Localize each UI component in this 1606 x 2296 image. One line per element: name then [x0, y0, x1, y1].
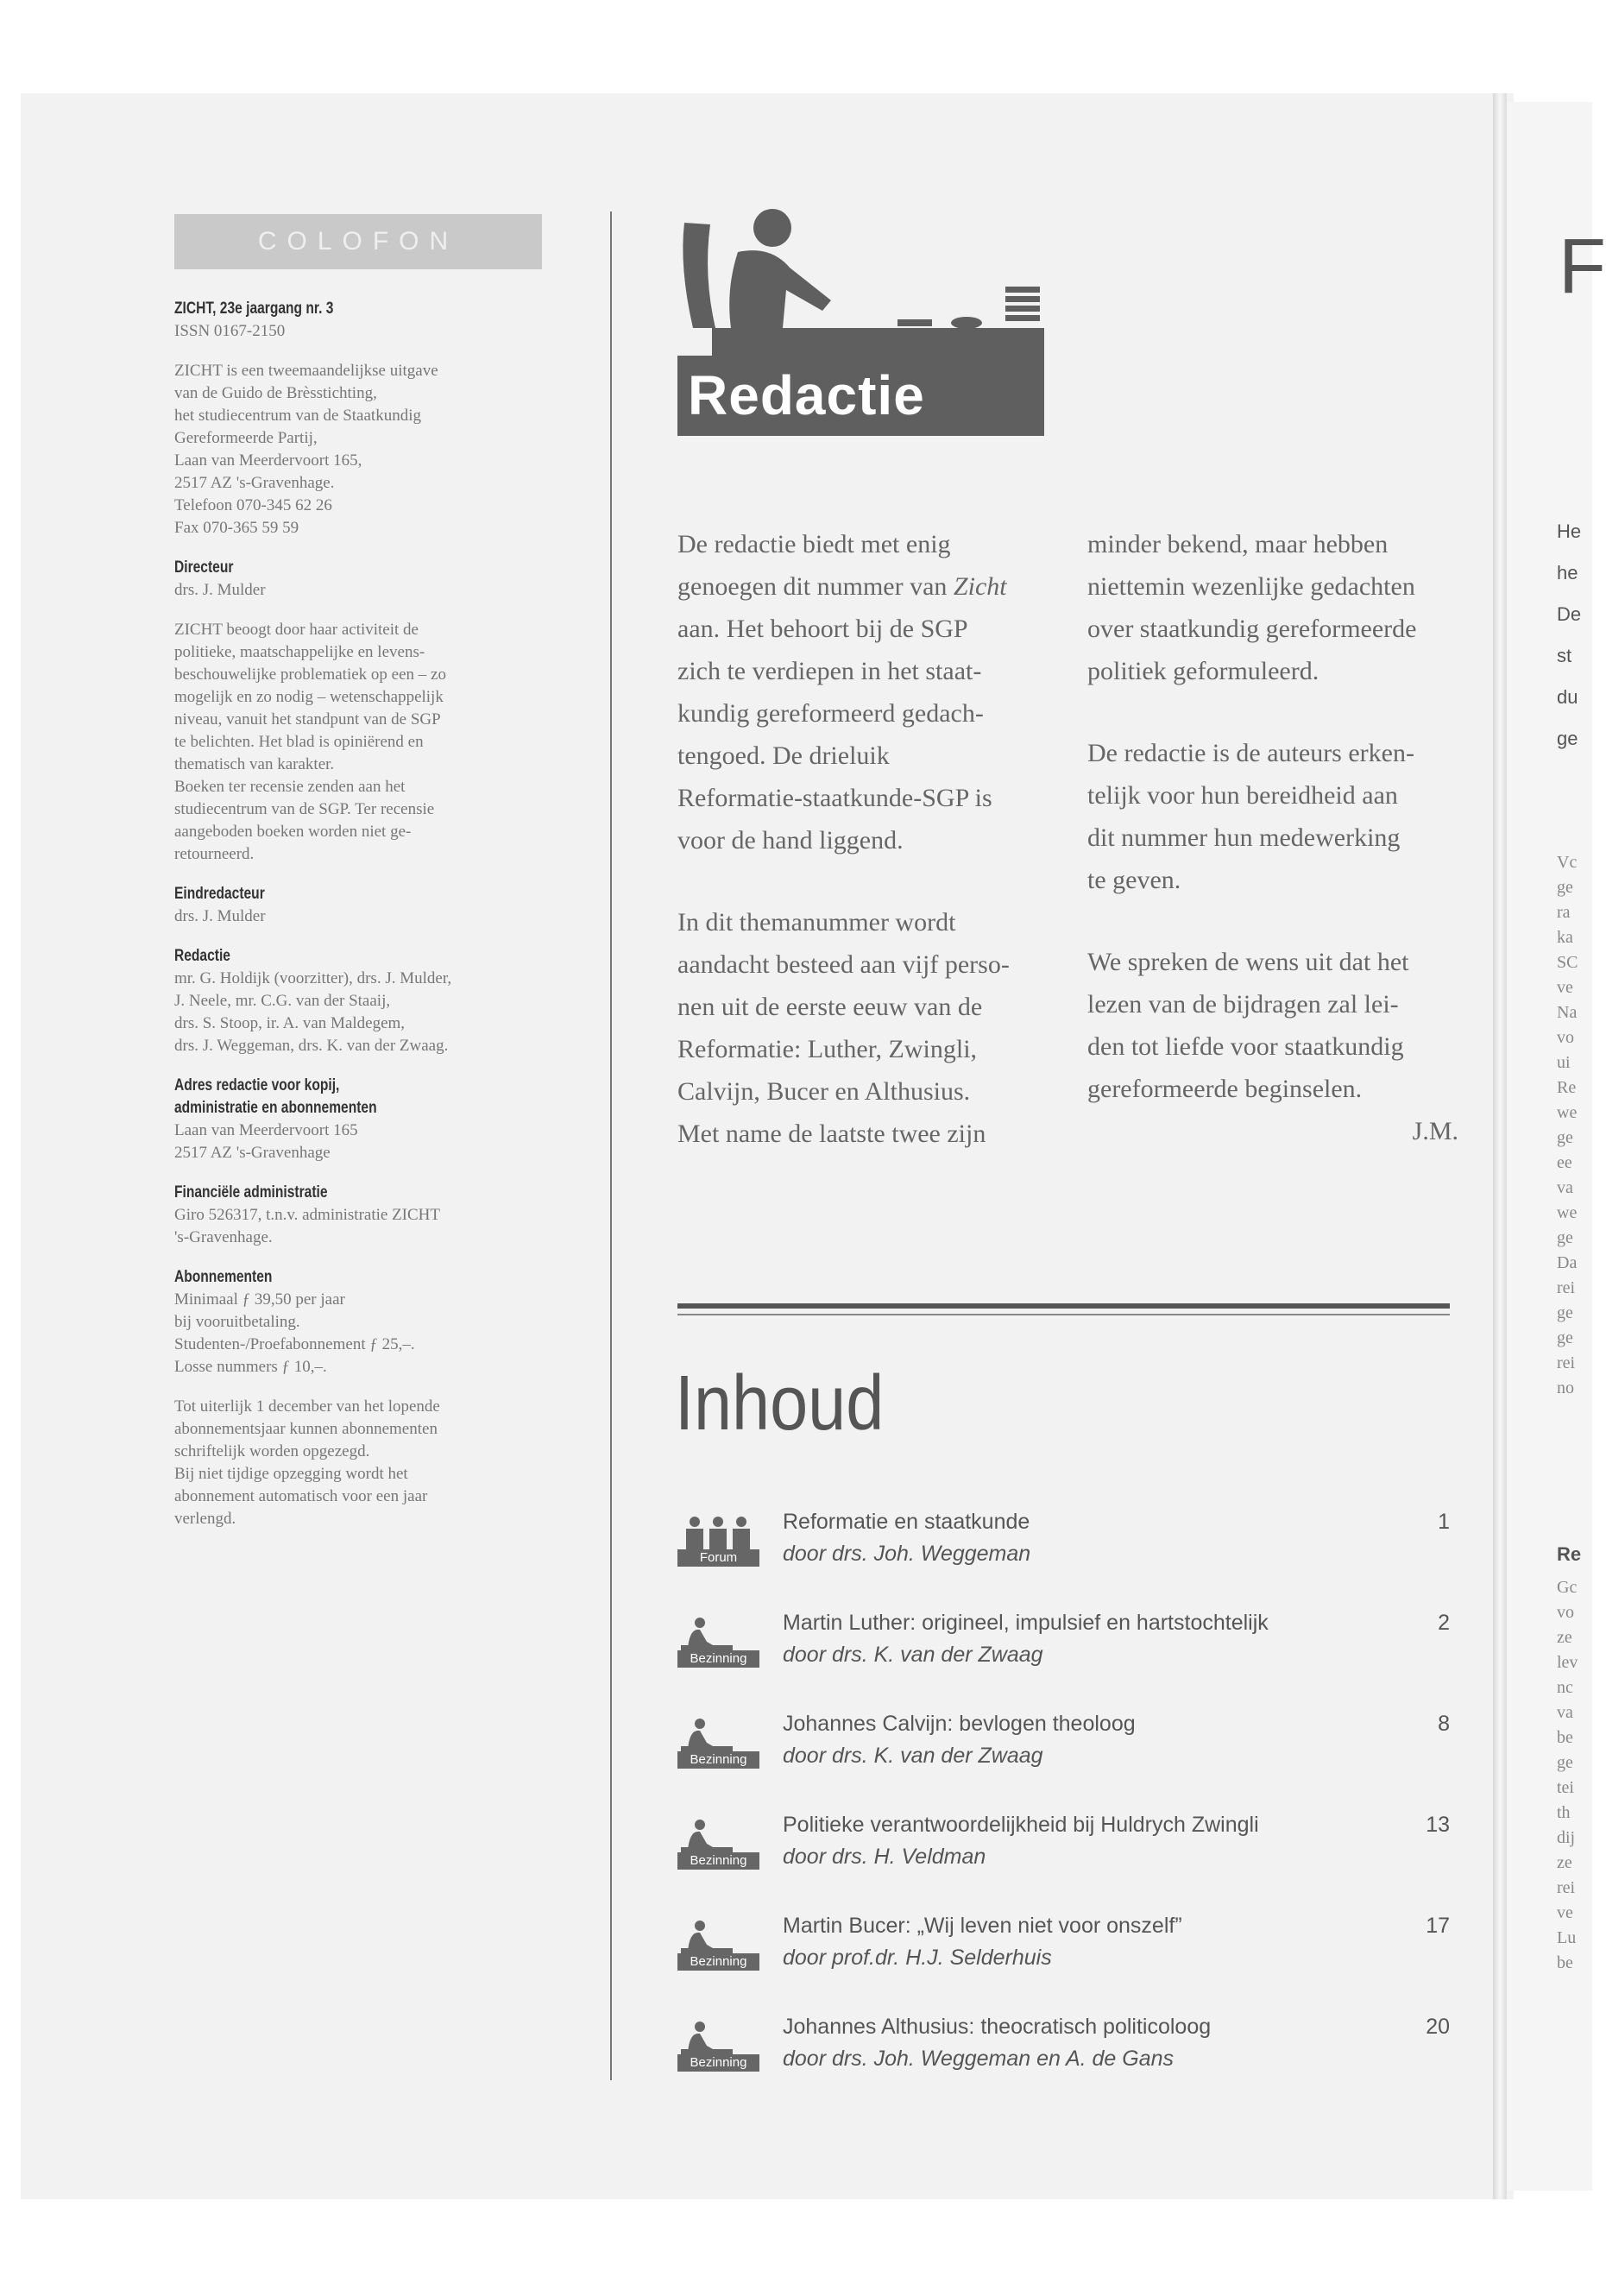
- next-page-fragment: vo: [1557, 1028, 1574, 1047]
- next-page-fragment: lev: [1557, 1653, 1578, 1672]
- directeur-name: drs. J. Mulder: [174, 581, 266, 599]
- toc-title: Politieke verantwoordelijkheid bij Huldrych Zwingli: [783, 1813, 1259, 1837]
- opzegging-text: Tot uiterlijk 1 december van het lopende abonnementsjaar kunnen abonnementen schriftelijk worden opgezegd. Bij niet tijdige opzegging wordt het abonnement automatisch voor een jaar verlengd.: [174, 1397, 440, 1528]
- abonnementen-label: Abonnementen: [174, 1268, 273, 1286]
- next-page-fragment: Da: [1557, 1253, 1578, 1272]
- redactie-signature: J.M.: [1412, 1117, 1458, 1145]
- next-page-fragment: SC: [1557, 953, 1578, 972]
- next-page-fragment: we: [1557, 1203, 1578, 1222]
- next-page-fragment: nc: [1557, 1678, 1573, 1697]
- toc-title: Reformatie en staatkunde: [783, 1510, 1030, 1534]
- next-page-heading-fragment: F: [1559, 224, 1606, 310]
- next-page-fragment: ze: [1557, 1853, 1572, 1872]
- next-page-fragment: ve: [1557, 1903, 1573, 1922]
- toc-page-number: 13: [1426, 1813, 1450, 1837]
- directeur-label: Directeur: [174, 558, 234, 577]
- table-of-contents: [677, 1506, 1450, 2112]
- toc-title: Johannes Calvijn: bevlogen theoloog: [783, 1712, 1136, 1736]
- next-page-fragment: th: [1557, 1803, 1571, 1822]
- bezinning-icon: [677, 1616, 759, 1668]
- toc-page-number: 17: [1426, 1914, 1450, 1938]
- inhoud-title: Inhoud: [675, 1360, 885, 1447]
- next-page-fragment: vo: [1557, 1603, 1574, 1622]
- icon-label: Bezinning: [677, 1650, 759, 1668]
- toc-page-number: 8: [1438, 1712, 1450, 1736]
- colofon-column: [174, 298, 545, 1548]
- next-page-fragment: ge: [1557, 1753, 1573, 1772]
- next-page-fragment: Gc: [1557, 1578, 1578, 1597]
- next-page-fragment: ra: [1557, 903, 1571, 922]
- toc-item[interactable]: [677, 1607, 1450, 1708]
- next-page-fragment: ka: [1557, 928, 1573, 947]
- next-page-fragment: rei: [1557, 1353, 1576, 1372]
- next-page-fragment: ve: [1557, 978, 1573, 997]
- adres: Laan van Meerdervoort 165 2517 AZ 's-Gravenhage: [174, 1121, 358, 1162]
- redactie-paragraph: In dit themanummer wordt aandacht besteed aan vijf perso- nen uit de eerste eeuw van de Reformatie: Luther, Zwingli, Calvijn, Bucer en Althusius. Met name de laatste twee zijn: [677, 908, 1010, 1148]
- toc-title: Martin Luther: origineel, impulsief en hartstochtelijk: [783, 1611, 1269, 1635]
- toc-author: door drs. K. van der Zwaag: [783, 1744, 1043, 1768]
- editor-at-desk-icon: [677, 207, 1044, 363]
- next-page-fragment: ge: [1557, 728, 1578, 749]
- next-page-fragment: Lu: [1557, 1928, 1577, 1947]
- icon-label: Bezinning: [677, 1852, 759, 1870]
- redactie-members: mr. G. Holdijk (voorzitter), drs. J. Mulder, J. Neele, mr. C.G. van der Staaij, drs. S. Stoop, ir. A. van Maldegem, drs. J. Weggeman, drs. K. van der Zwaag.: [174, 969, 452, 1055]
- toc-item[interactable]: [677, 1910, 1450, 2011]
- icon-label: Bezinning: [677, 1751, 759, 1769]
- next-page-fragment: he: [1557, 562, 1578, 583]
- next-page-fragment: ge: [1557, 1228, 1573, 1247]
- financieel: Giro 526317, t.n.v. administratie ZICHT 's-Gravenhage.: [174, 1206, 440, 1246]
- toc-item[interactable]: [677, 1708, 1450, 1809]
- forum-icon: [677, 1515, 759, 1567]
- next-page-fragment: we: [1557, 1103, 1578, 1122]
- toc-author: door drs. Joh. Weggeman en A. de Gans: [783, 2047, 1175, 2071]
- redactie-paragraph: We spreken de wens uit dat het lezen van de bijdragen zal lei- den tot liefde voor staatkundig gereformeerde beginselen.: [1087, 948, 1409, 1103]
- bezinning-icon: [677, 1818, 759, 1870]
- section-divider-thin: [677, 1314, 1450, 1315]
- next-page-fragment: ze: [1557, 1628, 1572, 1647]
- aim-text: ZICHT beoogt door haar activiteit de politieke, maatschappelijke en levens- beschouwelijke problematiek op een – zo mogelijk en zo nodig – wetenschappelijk niveau, vanuit het standpunt van de SGP te belichten. Het blad is opiniërend en thematisch van karakter. Boeken ter recensie zenden aan het studiecentrum van de SGP. Ter recensie aangeboden boeken worden niet ge- retourneerd.: [174, 621, 446, 863]
- next-page-fragment: ge: [1557, 1328, 1573, 1347]
- toc-item[interactable]: [677, 1809, 1450, 1910]
- next-page-fragment: du: [1557, 686, 1578, 708]
- abonnementen: Minimaal ƒ 39,50 per jaar bij vooruitbetaling. Studenten-/Proefabonnement ƒ 25,–. Losse nummers ƒ 10,–.: [174, 1290, 415, 1376]
- next-page-fragment: ee: [1557, 1153, 1572, 1172]
- next-page-fragment: tei: [1557, 1778, 1574, 1797]
- icon-label: Bezinning: [677, 2054, 759, 2072]
- redactie-column-1: [677, 523, 1057, 1195]
- toc-author: door drs. Joh. Weggeman: [783, 1542, 1031, 1566]
- next-page-fragment: Re: [1557, 1543, 1582, 1565]
- icon-label: Forum: [677, 1549, 759, 1567]
- redactie-column-2: [1087, 523, 1458, 1192]
- redactie-paragraph: De redactie is de auteurs erken- telijk voor hun bereidheid aan dit nummer hun medewerking te geven.: [1087, 739, 1414, 894]
- next-page-fragment: De: [1557, 603, 1582, 625]
- publisher-text: ZICHT is een tweemaandelijkse uitgave van de Guido de Brèsstichting, het studiecentrum van de Staatkundig Gereformeerde Partij, Laan van Meerdervoort 165, 2517 AZ 's-Gravenhage. Telefoon 070-345 62 26 Fax 070-365 59 59: [174, 362, 438, 537]
- toc-title: Johannes Althusius: theocratisch politicoloog: [783, 2015, 1212, 2039]
- page-gutter: [1493, 93, 1507, 2199]
- toc-author: door drs. H. Veldman: [783, 1845, 986, 1869]
- bezinning-icon: [677, 1919, 759, 1971]
- redactie-paragraph: De redactie biedt met enig genoegen dit nummer van Zicht aan. Het behoort bij de SGP zich te verdiepen in het staat- kundig gereformeerd gedach- tengoed. De drieluik Reformatie-staatkunde-SGP is voor de hand liggend.: [677, 530, 1007, 855]
- next-page-fragment: be: [1557, 1728, 1573, 1747]
- toc-title: Martin Bucer: „Wij leven niet voor onszelf”: [783, 1914, 1182, 1938]
- toc-author: door prof.dr. H.J. Selderhuis: [783, 1946, 1052, 1970]
- financieel-label: Financiële administratie: [174, 1183, 328, 1202]
- bezinning-icon: [677, 1717, 759, 1769]
- redactie-label: Redactie: [174, 947, 230, 965]
- adres-label: Adres redactie voor kopij, administratie en abonnementen: [174, 1076, 377, 1117]
- next-page-fragment: ge: [1557, 1128, 1573, 1147]
- redactie-logo-text: Redactie: [677, 356, 1044, 436]
- redactie-logo: [677, 207, 1044, 436]
- issn: ISSN 0167-2150: [174, 322, 286, 340]
- next-page-fragment: He: [1557, 520, 1582, 542]
- next-page-fragment: rei: [1557, 1278, 1576, 1297]
- icon-label: Bezinning: [677, 1953, 759, 1971]
- colofon-banner: COLOFON: [174, 214, 542, 269]
- eindredacteur-name: drs. J. Mulder: [174, 907, 266, 925]
- next-page-fragment: ui: [1557, 1053, 1571, 1072]
- eindredacteur-label: Eindredacteur: [174, 885, 265, 903]
- next-page-fragment: dij: [1557, 1828, 1576, 1847]
- next-page-fragment: no: [1557, 1378, 1574, 1397]
- next-page-fragment: ge: [1557, 878, 1573, 897]
- next-page-fragment: st: [1557, 645, 1572, 666]
- toc-page-number: 20: [1426, 2015, 1450, 2039]
- next-page-fragment: Na: [1557, 1003, 1578, 1022]
- next-page-fragment: va: [1557, 1178, 1573, 1197]
- next-page-fragment: Vc: [1557, 853, 1578, 872]
- toc-page-number: 2: [1438, 1611, 1450, 1635]
- section-divider: [677, 1303, 1450, 1309]
- bezinning-icon: [677, 2020, 759, 2072]
- next-page-fragment: va: [1557, 1703, 1573, 1722]
- next-page-fragment: be: [1557, 1953, 1573, 1972]
- column-divider: [610, 211, 612, 2080]
- next-page-fragment: rei: [1557, 1878, 1576, 1897]
- next-page-fragment: ge: [1557, 1303, 1573, 1322]
- issue-title: ZICHT, 23e jaargang nr. 3: [174, 300, 334, 318]
- next-page-fragment: Re: [1557, 1078, 1577, 1097]
- toc-page-number: 1: [1438, 1510, 1450, 1534]
- toc-item[interactable]: [677, 2011, 1450, 2112]
- toc-item[interactable]: [677, 1506, 1450, 1607]
- redactie-paragraph: minder bekend, maar hebben niettemin wezenlijke gedachten over staatkundig gereformeerde politiek geformuleerd.: [1087, 530, 1417, 685]
- toc-author: door drs. K. van der Zwaag: [783, 1643, 1043, 1667]
- next-page-edge: [1507, 102, 1606, 2191]
